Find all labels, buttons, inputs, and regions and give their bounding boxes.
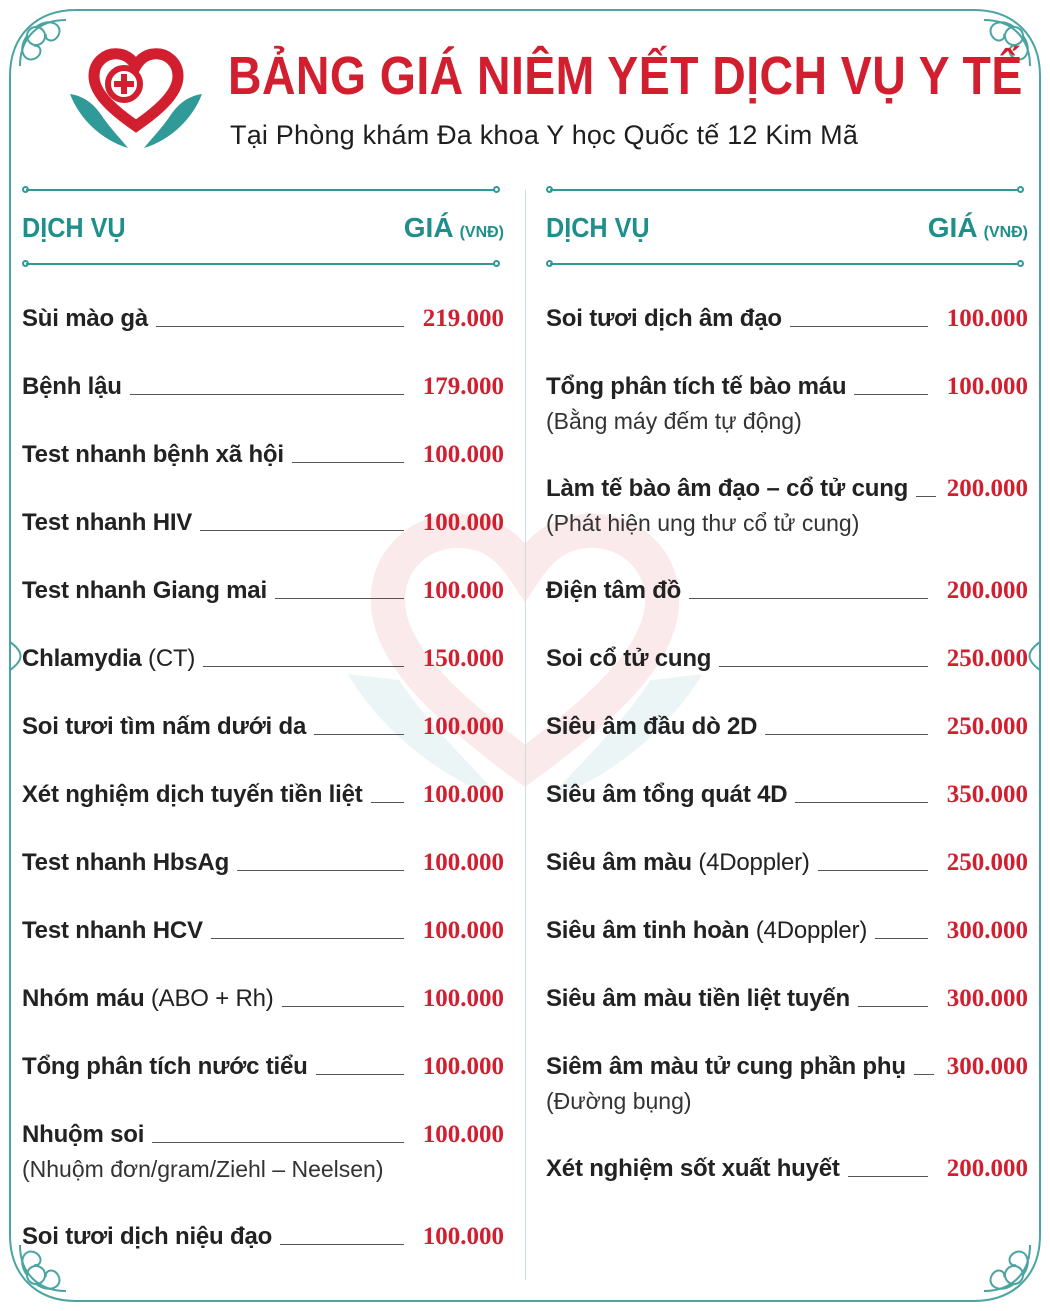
service-name-text: Tổng phân tích nước tiểu <box>22 1053 308 1080</box>
dot-leader <box>858 1006 928 1007</box>
service-price: 100.000 <box>946 373 1028 400</box>
service-name <box>22 710 306 744</box>
price-row <box>22 1050 504 1118</box>
price-row <box>22 1220 504 1288</box>
unit-label: (VNĐ) <box>983 224 1028 241</box>
price-column-label: GIÁ <box>927 212 978 243</box>
service-name-text: Siêu âm tinh hoàn <box>546 917 750 944</box>
service-name <box>546 710 757 744</box>
service-name <box>22 778 363 812</box>
service-price: 100.000 <box>422 849 504 876</box>
service-price: 179.000 <box>422 373 504 400</box>
price-row <box>546 914 1028 982</box>
dot-leader <box>237 870 404 871</box>
service-name-text: Nhuộm soi <box>22 1121 145 1148</box>
service-name-text: Siêu âm màu tiền liệt tuyến <box>546 985 851 1012</box>
header-rule-top <box>22 186 500 194</box>
dot-leader <box>795 802 928 803</box>
price-row <box>22 1118 504 1220</box>
price-row <box>546 778 1028 846</box>
service-list <box>22 302 504 1288</box>
service-price: 219.000 <box>422 305 504 332</box>
service-price: 250.000 <box>946 849 1028 876</box>
column-divider <box>525 190 526 1280</box>
service-name <box>22 642 195 676</box>
price-row <box>546 1050 1028 1152</box>
service-name-text: Điện tâm đồ <box>546 577 682 604</box>
page-title: BẢNG GIÁ NIÊM YẾT DỊCH VỤ Y TẾ <box>228 46 1023 106</box>
dot-leader <box>818 870 928 871</box>
service-price: 100.000 <box>422 1223 504 1250</box>
service-name-text: Sùi mào gà <box>22 305 149 332</box>
price-row <box>546 1152 1028 1220</box>
price-column-right <box>546 186 1028 1220</box>
price-row <box>22 778 504 846</box>
service-name <box>546 914 867 948</box>
service-name <box>546 574 681 608</box>
service-price: 100.000 <box>422 577 504 604</box>
price-row <box>22 370 504 438</box>
dot-leader <box>282 1006 404 1007</box>
service-name <box>546 1050 906 1084</box>
price-row <box>22 642 504 710</box>
service-list <box>546 302 1028 1220</box>
price-row <box>22 302 504 370</box>
service-name <box>546 472 908 506</box>
service-note: (Bằng máy đếm tự động) <box>546 408 802 434</box>
dot-leader <box>854 394 928 395</box>
unit-label: (VNĐ) <box>459 224 504 241</box>
service-name <box>22 302 148 336</box>
dot-leader <box>152 1142 404 1143</box>
price-row <box>22 438 504 506</box>
service-name-text: Test nhanh HIV <box>22 509 193 536</box>
price-row <box>22 846 504 914</box>
header-rule-top <box>546 186 1024 194</box>
dot-leader <box>848 1176 928 1177</box>
service-name <box>546 642 711 676</box>
price-row <box>546 982 1028 1050</box>
page-subtitle: Tại Phòng khám Đa khoa Y học Quốc tế 12 Kim Mã <box>230 120 859 150</box>
service-price: 100.000 <box>422 441 504 468</box>
service-price: 100.000 <box>422 1121 504 1148</box>
service-name <box>546 1152 840 1186</box>
dot-leader <box>316 1074 404 1075</box>
side-ornament-left <box>10 642 21 670</box>
service-note: (Nhuộm đơn/gram/Ziehl – Neelsen) <box>22 1156 384 1182</box>
service-name <box>546 846 810 880</box>
dot-leader <box>203 666 404 667</box>
service-name-text: Siêm âm màu tử cung phần phụ <box>546 1053 906 1080</box>
service-name-text: Làm tế bào âm đạo – cổ tử cung <box>546 475 909 502</box>
dot-leader <box>916 496 936 497</box>
service-name <box>22 438 284 472</box>
service-name-text: Test nhanh Giang mai <box>22 577 267 604</box>
service-name <box>22 506 192 540</box>
dot-leader <box>156 326 404 327</box>
service-price: 300.000 <box>946 985 1028 1012</box>
service-price: 100.000 <box>422 509 504 536</box>
service-name <box>22 1220 272 1254</box>
service-name-text: Nhóm máu <box>22 985 145 1012</box>
service-price: 250.000 <box>946 645 1028 672</box>
price-row <box>546 710 1028 778</box>
dot-leader <box>719 666 928 667</box>
service-name <box>22 982 274 1016</box>
service-name <box>546 302 782 336</box>
service-name <box>546 778 787 812</box>
service-name-text: Xét nghiệm dịch tuyến tiền liệt <box>22 781 363 808</box>
service-name-text: Siêu âm màu <box>546 849 692 876</box>
service-price: 100.000 <box>422 713 504 740</box>
dot-leader <box>371 802 404 803</box>
service-name-detail: (ABO + Rh) <box>144 985 274 1012</box>
dot-leader <box>292 462 404 463</box>
dot-leader <box>280 1244 404 1245</box>
service-price: 100.000 <box>422 1053 504 1080</box>
price-column-left <box>22 186 504 1288</box>
header-rule-bottom <box>22 260 500 268</box>
service-price: 100.000 <box>422 917 504 944</box>
service-price: 150.000 <box>422 645 504 672</box>
service-column-label: DỊCH VỤ <box>546 212 650 243</box>
price-row <box>546 846 1028 914</box>
service-name <box>22 370 122 404</box>
service-name-text: Xét nghiệm sốt xuất huyết <box>546 1155 840 1182</box>
side-ornament-right <box>1030 642 1041 670</box>
service-name-text: Test nhanh bệnh xã hội <box>22 441 284 468</box>
dot-leader <box>130 394 404 395</box>
header <box>0 0 1050 170</box>
service-name-text: Soi tươi tìm nấm dưới da <box>22 713 307 740</box>
service-name-text: Bệnh lậu <box>22 373 122 400</box>
service-name-text: Soi tươi dịch niệu đạo <box>22 1223 273 1250</box>
price-row <box>22 914 504 982</box>
dot-leader <box>875 938 928 939</box>
dot-leader <box>314 734 404 735</box>
service-name-text: Test nhanh HCV <box>22 917 203 944</box>
price-row <box>22 574 504 642</box>
service-name <box>546 370 846 404</box>
service-price: 250.000 <box>946 713 1028 740</box>
dot-leader <box>275 598 404 599</box>
service-price: 300.000 <box>946 1053 1028 1080</box>
service-name-text: Siêu âm đầu dò 2D <box>546 713 758 740</box>
price-row <box>22 982 504 1050</box>
service-name-text: Soi tươi dịch âm đạo <box>546 305 782 332</box>
price-row <box>546 472 1028 574</box>
service-price: 100.000 <box>422 781 504 808</box>
service-name <box>22 1050 308 1084</box>
service-price: 350.000 <box>946 781 1028 808</box>
service-note: (Đường bụng) <box>546 1088 692 1114</box>
dot-leader <box>211 938 404 939</box>
service-note: (Phát hiện ung thư cổ tử cung) <box>546 510 860 536</box>
column-header <box>22 194 504 260</box>
price-row <box>22 710 504 778</box>
heart-cross-hands-icon <box>66 42 206 152</box>
service-name-detail: (4Doppler) <box>749 917 868 944</box>
service-price: 200.000 <box>946 577 1028 604</box>
service-price: 300.000 <box>946 917 1028 944</box>
service-name-detail: (CT) <box>141 645 196 672</box>
service-name <box>22 574 267 608</box>
dot-leader <box>200 530 404 531</box>
service-name-text: Siêu âm tổng quát 4D <box>546 781 788 808</box>
corner-flourish-bottom-right <box>974 1235 1040 1301</box>
header-rule-bottom <box>546 260 1024 268</box>
dot-leader <box>790 326 928 327</box>
service-name <box>546 982 850 1016</box>
service-name <box>22 846 229 880</box>
service-price: 200.000 <box>946 475 1028 502</box>
price-row <box>546 574 1028 642</box>
price-row <box>22 506 504 574</box>
price-row <box>546 642 1028 710</box>
dot-leader <box>914 1074 934 1075</box>
service-name-text: Chlamydia <box>22 645 142 672</box>
service-name-detail: (4Doppler) <box>691 849 810 876</box>
service-name-text: Soi cổ tử cung <box>546 645 712 672</box>
service-name <box>22 1118 144 1152</box>
service-price: 100.000 <box>946 305 1028 332</box>
service-column-label: DỊCH VỤ <box>22 212 126 243</box>
service-price: 100.000 <box>422 985 504 1012</box>
dot-leader <box>765 734 928 735</box>
service-name <box>22 914 203 948</box>
service-price: 200.000 <box>946 1155 1028 1182</box>
column-header <box>546 194 1028 260</box>
price-row <box>546 370 1028 472</box>
service-name-text: Tổng phân tích tế bào máu <box>546 373 847 400</box>
service-name-text: Test nhanh HbsAg <box>22 849 230 876</box>
price-column-label: GIÁ <box>403 212 454 243</box>
dot-leader <box>689 598 928 599</box>
price-row <box>546 302 1028 370</box>
